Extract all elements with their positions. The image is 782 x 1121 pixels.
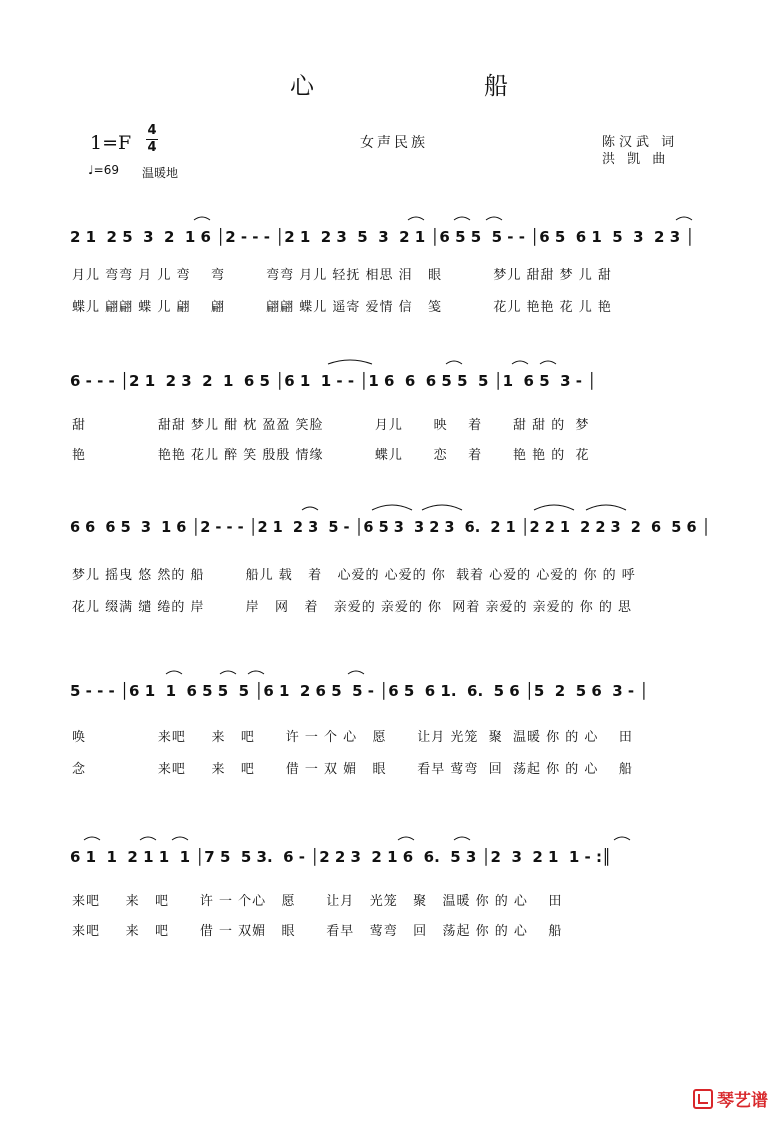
key-signature: 1=F bbox=[90, 132, 132, 154]
lyrics-verse-2: 来吧 来 吧 借 一 双媚 眼 看早 莺弯 回 荡起 你 的 心 船 bbox=[72, 924, 563, 939]
logo-text: 琴艺谱 bbox=[717, 1091, 768, 1111]
lyrics-verse-1: 唤 来吧 来 吧 许 一 个 心 愿 让月 光笼 聚 温暖 你 的 心 田 bbox=[72, 730, 633, 745]
performance-style: 女声民族 bbox=[360, 135, 428, 151]
notation-line bbox=[70, 228, 712, 254]
notes-row-2: 6 - - - │2 1 2 3 2 1 6 5 │6 1 1 - - │1 6 6 6 5 5 5 │1 6 5 3 - │ bbox=[70, 372, 597, 390]
notes-row-1: 2 1 2 5 3 2 1 6 │2 - - - │2 1 2 3 5 3 2 1 │6 5 5 5 - - │6 5 6 1 5 3 2 3 │ bbox=[70, 228, 695, 246]
notation-line bbox=[70, 848, 712, 874]
notation-line bbox=[70, 518, 712, 544]
lyrics-verse-2: 念 来吧 来 吧 借 一 双 媚 眼 看早 莺弯 回 荡起 你 的 心 船 bbox=[72, 762, 633, 777]
lyrics-verse-1: 梦儿 摇曳 悠 然的 船 船儿 载 着 心爱的 心爱的 你 载着 心爱的 心爱的 你 的 呼 bbox=[72, 568, 636, 583]
expression-marking: 温暖地 bbox=[142, 166, 179, 180]
notes-row-5: 6 1 1 2 1 1 1 │7 5 5 3. 6 - │2 2 3 2 1 6 6. 5 3 │2 3 2 1 1 - :║ bbox=[70, 848, 611, 866]
notes-row-3: 6 6 6 5 3 1 6 │2 - - - │2 1 2 3 5 - │6 5 3 3 2 3 6. 2 1 │2 2 1 2 2 3 2 6 5 6 │ bbox=[70, 518, 711, 536]
lyrics-verse-2: 艳 艳艳 花儿 醉 笑 殷殷 情缘 蝶儿 恋 着 艳 艳 的 花 bbox=[72, 448, 590, 463]
lyrics-verse-1: 甜 甜甜 梦儿 酣 枕 盈盈 笑脸 月儿 映 着 甜 甜 的 梦 bbox=[72, 418, 590, 433]
meter-bottom: 4 bbox=[147, 140, 157, 155]
notes-row-4: 5 - - - │6 1 1 6 5 5 5 │6 1 2 6 5 5 - │6 5 6 1. 6. 5 6 │5 2 5 6 3 - │ bbox=[70, 682, 649, 700]
lyrics-verse-1: 月儿 弯弯 月 儿 弯 弯 弯弯 月儿 轻抚 相思 泪 眼 梦儿 甜甜 梦 儿 甜 bbox=[72, 268, 612, 283]
lyrics-verse-1: 来吧 来 吧 许 一 个心 愿 让月 光笼 聚 温暖 你 的 心 田 bbox=[72, 894, 563, 909]
lyrics-verse-2: 花儿 缀满 缱 绻的 岸 岸 网 着 亲爱的 亲爱的 你 网着 亲爱的 亲爱的 你 的 思 bbox=[72, 600, 632, 615]
notation-line bbox=[70, 372, 712, 398]
composer-credit: 洪 凯 曲 bbox=[602, 152, 670, 167]
logo-icon bbox=[693, 1089, 713, 1109]
meter-top: 4 bbox=[147, 123, 157, 138]
lyricist-credit: 陈汉武 词 bbox=[602, 135, 679, 150]
site-logo bbox=[693, 1086, 768, 1111]
title-char-2: 船 bbox=[484, 72, 510, 100]
tempo-marking: ♩=69 bbox=[88, 163, 119, 177]
notation-line bbox=[70, 682, 712, 708]
credits bbox=[602, 134, 678, 168]
lyrics-verse-2: 蝶儿 翩翩 蝶 儿 翩 翩 翩翩 蝶儿 遥寄 爱情 信 笺 花儿 艳艳 花 儿 艳 bbox=[72, 300, 612, 315]
title-char-1: 心 bbox=[290, 72, 316, 100]
song-title bbox=[290, 66, 510, 101]
time-signature bbox=[146, 124, 158, 155]
